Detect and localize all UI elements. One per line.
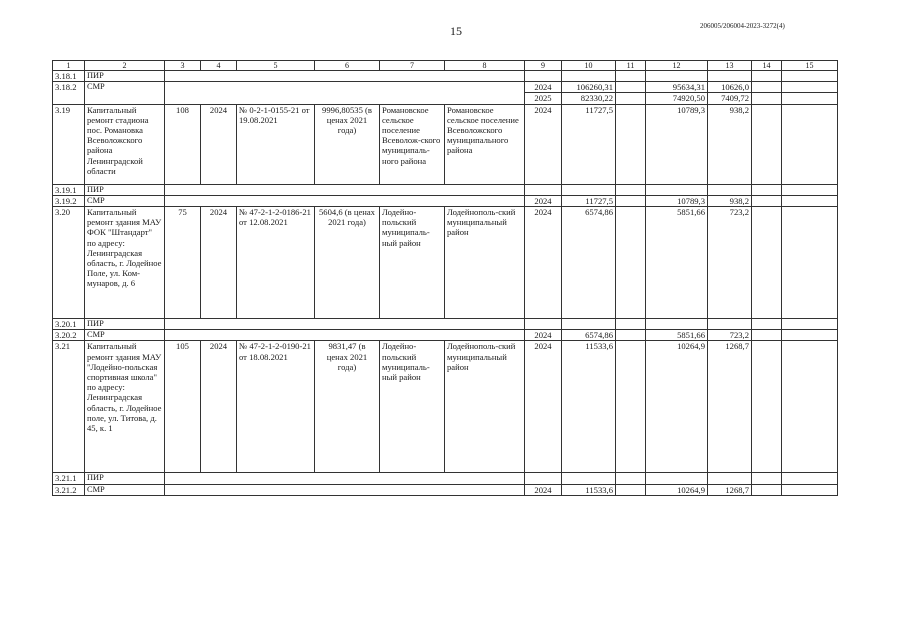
owner-cell: Лодейно-польский муниципаль-ный район [380,207,445,319]
row-number: 3.20.2 [53,330,85,341]
amount-regional: 10264,9 [646,484,708,495]
capacity-cell: 75 [165,207,201,319]
year-cell: 2024 [525,341,562,473]
amount-total: 11533,6 [562,341,616,473]
amount-total: 6574,86 [562,207,616,319]
program-table [52,60,838,496]
table-row [53,207,838,319]
row-label: ПИР [85,473,165,484]
column-header: 3 [165,61,201,71]
table-row [53,473,838,484]
year-cell: 2024 [201,341,237,473]
amount-total: 11727,5 [562,195,616,206]
object-name: Капитальный ремонт здания МАУ ФОК "Штандарт" по адресу: Ленинградская область, г. Лодейное Поле, ул. Ком-мунаров, д. 6 [85,207,165,319]
table-row [53,341,838,473]
amount-regional: 10789,3 [646,104,708,184]
customer-cell: Лодейнополь-ский муниципальный район [445,207,525,319]
table-row [53,195,838,206]
year-cell: 2025 [525,93,562,104]
year-cell: 2024 [525,104,562,184]
amount-regional: 10789,3 [646,195,708,206]
estimate-cell: 9831,47 (в ценах 2021 года) [315,341,380,473]
row-label: СМР [85,195,165,206]
column-header: 7 [380,61,445,71]
column-header: 12 [646,61,708,71]
year-cell: 2024 [201,104,237,184]
page-number: 15 [450,24,462,38]
owner-cell: Лодейно-польский муниципаль-ный район [380,341,445,473]
year-cell: 2024 [525,207,562,319]
row-label: СМР [85,82,165,104]
column-header: 13 [708,61,752,71]
amount-total: 106260,31 [562,82,616,93]
row-number: 3.19.1 [53,184,85,195]
row-label: СМР [85,330,165,341]
expertise-cell: № 0-2-1-0155-21 от 19.08.2021 [237,104,315,184]
row-number: 3.20 [53,207,85,319]
row-number: 3.19 [53,104,85,184]
amount-regional: 5851,66 [646,330,708,341]
year-cell: 2024 [525,195,562,206]
table-row [53,104,838,184]
amount-local: 10626,0 [708,82,752,93]
year-cell: 2024 [201,207,237,319]
row-label: ПИР [85,319,165,330]
row-number: 3.21.2 [53,484,85,495]
year-cell: 2024 [525,82,562,93]
year-cell: 2024 [525,484,562,495]
table-row [53,82,838,93]
amount-regional: 10264,9 [646,341,708,473]
amount-local: 723,2 [708,330,752,341]
object-name: Капитальный ремонт стадиона пос. Романовка Всеволожского района Ленинградской области [85,104,165,184]
row-number: 3.21 [53,341,85,473]
amount-total: 82330,22 [562,93,616,104]
amount-local: 1268,7 [708,341,752,473]
row-number: 3.20.1 [53,319,85,330]
year-cell: 2024 [525,330,562,341]
column-header: 5 [237,61,315,71]
row-label: ПИР [85,184,165,195]
amount-local: 7409,72 [708,93,752,104]
estimate-cell: 5604,6 (в ценах 2021 года) [315,207,380,319]
amount-regional: 95634,31 [646,82,708,93]
table-row [53,71,838,82]
amount-local: 938,2 [708,195,752,206]
row-label: ПИР [85,71,165,82]
amount-regional: 5851,66 [646,207,708,319]
row-number: 3.21.1 [53,473,85,484]
amount-total: 11533,6 [562,484,616,495]
row-number: 3.19.2 [53,195,85,206]
table-row [53,484,838,495]
column-header: 2 [85,61,165,71]
capacity-cell: 108 [165,104,201,184]
column-header: 6 [315,61,380,71]
table-row [53,184,838,195]
customer-cell: Лодейнополь-ский муниципальный район [445,341,525,473]
expertise-cell: № 47-2-1-2-0186-21 от 12.08.2021 [237,207,315,319]
amount-total: 6574,86 [562,330,616,341]
column-header: 8 [445,61,525,71]
document-id: 206005/206004-2023-3272(4) [700,22,785,30]
column-header: 1 [53,61,85,71]
column-header: 15 [782,61,838,71]
row-number: 3.18.1 [53,71,85,82]
amount-local: 938,2 [708,104,752,184]
amount-local: 1268,7 [708,484,752,495]
customer-cell: Романовское сельское поселение Всеволожского муниципального района [445,104,525,184]
table-row [53,319,838,330]
column-header: 9 [525,61,562,71]
amount-total: 11727,5 [562,104,616,184]
column-number-row [53,61,838,71]
amount-regional: 74920,50 [646,93,708,104]
column-header: 14 [752,61,782,71]
amount-local: 723,2 [708,207,752,319]
estimate-cell: 9996,80535 (в ценах 2021 года) [315,104,380,184]
row-number: 3.18.2 [53,82,85,104]
expertise-cell: № 47-2-1-2-0190-21 от 18.08.2021 [237,341,315,473]
column-header: 4 [201,61,237,71]
object-name: Капитальный ремонт здания МАУ "Лодейно-польская спортивная школа" по адресу: Ленинградская область, г. Лодейное поле, ул. Титова, д. 45, к. 1 [85,341,165,473]
table-row [53,330,838,341]
column-header: 10 [562,61,616,71]
owner-cell: Романовское сельское поселение Всеволож-ского муниципаль-ного района [380,104,445,184]
row-label: СМР [85,484,165,495]
column-header: 11 [616,61,646,71]
capacity-cell: 105 [165,341,201,473]
